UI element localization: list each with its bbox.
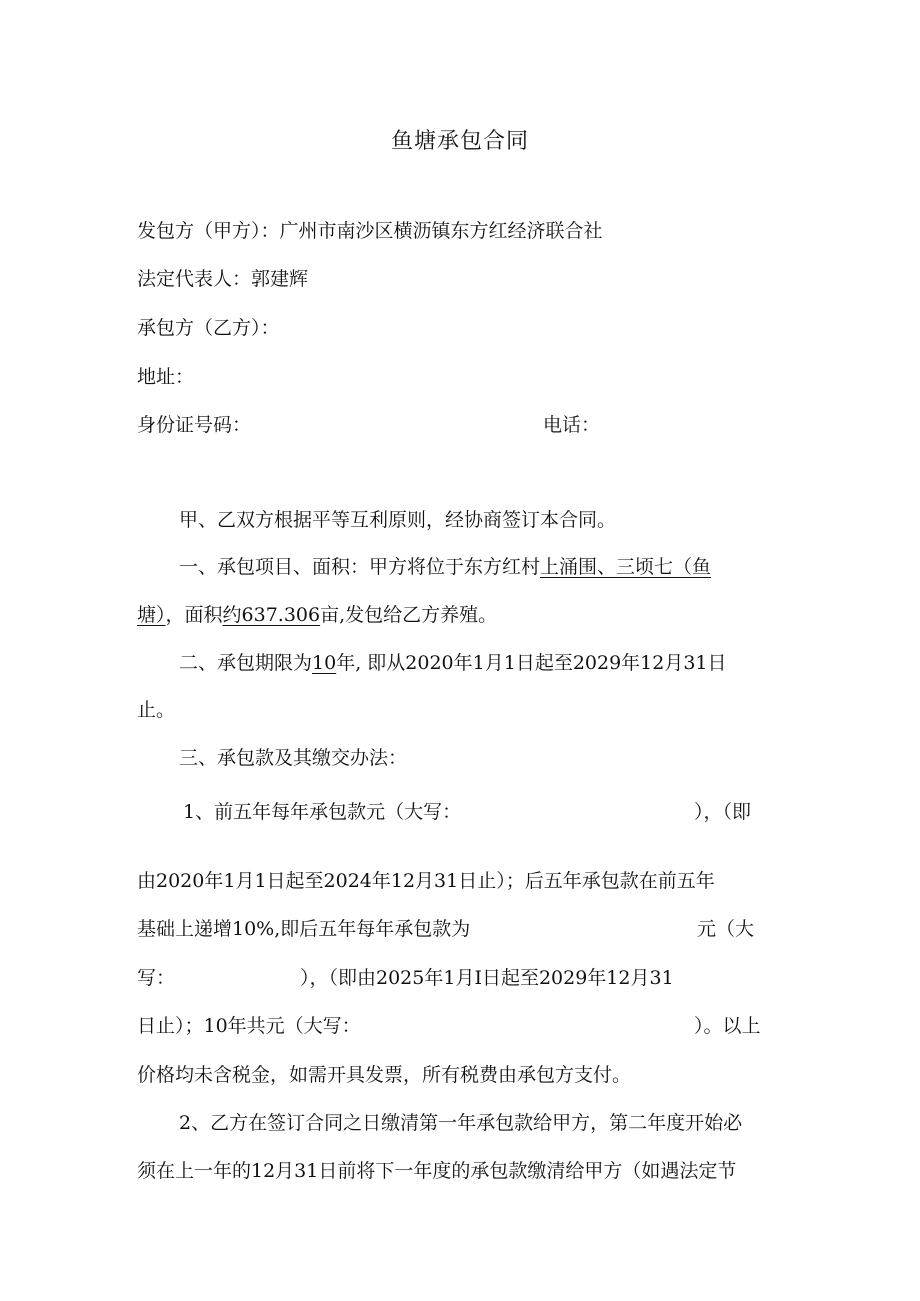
- payment-1-line-4: 写：: [137, 967, 176, 989]
- payment-1-line-1-tail: ），（即: [694, 801, 752, 823]
- party-a-value: 广州市南沙区横沥镇东方红经济联合社: [279, 220, 603, 242]
- party-a-line: [137, 218, 603, 244]
- payment-1-line-3: 基础上递增10%,即后五年每年承包款为: [137, 918, 471, 940]
- intro-paragraph: 甲、乙双方根据平等互利原则，经协商签订本合同。: [179, 509, 617, 531]
- payment-1-line-1: 1、前五年每年承包款元（大写：: [183, 801, 462, 823]
- term-dates: 年, 即从2020年1月1日起至2029年12月31日: [336, 652, 727, 674]
- area-value: 约637.306: [222, 604, 321, 626]
- section-1-text: 一、承包项目、面积：甲方将位于东方红村: [179, 556, 541, 578]
- payment-1-line-4-tail: ），（即由2025年1月I日起至2029年12月31: [300, 967, 674, 989]
- payment-1-line-3-tail: 元（大: [697, 918, 755, 940]
- rep-label: 法定代表人：: [137, 268, 252, 290]
- party-b-label: 承包方（乙方）：: [137, 317, 280, 339]
- section-2-line-2: 止。: [137, 699, 176, 721]
- payment-2-line-2: 须在上一年的12月31日前将下一年度的承包款缴清给甲方（如遇法定节: [137, 1160, 737, 1182]
- id-number-label: 身份证号码：: [137, 414, 252, 436]
- payment-1-line-2: 由2020年1月1日起至2024年12月31日止）；后五年承包款在前五年: [137, 870, 715, 892]
- payment-2-line-1: 2、乙方在签订合同之日缴清第一年承包款给甲方，第二年度开始必: [179, 1112, 743, 1134]
- payment-1-line-5-tail: ）。以上: [694, 1015, 761, 1037]
- section-2-line-1: [179, 650, 727, 676]
- term-label: 二、承包期限为: [179, 652, 313, 674]
- party-a-label: 发包方（甲方）：: [137, 220, 280, 242]
- section-1-tail: 亩,发包给乙方养殖。: [320, 604, 498, 626]
- rep-value: 郭建辉: [251, 268, 309, 290]
- pond-location-cont: 塘）: [137, 604, 166, 626]
- term-years: 10: [312, 652, 337, 674]
- section-3-heading: 三、承包款及其缴交办法：: [179, 747, 408, 769]
- pond-location: 上涌围、三顷七（鱼: [540, 556, 712, 578]
- address-label: 地址：: [137, 366, 195, 388]
- section-1-line-2: [137, 602, 497, 628]
- rep-line: [137, 266, 308, 292]
- payment-1-line-6: 价格均未含税金，如需开具发票，所有税费由承包方支付。: [137, 1064, 632, 1086]
- payment-1-line-5: 日止）；10年共元（大写：: [137, 1015, 361, 1037]
- phone-label: 电话：: [543, 414, 601, 436]
- section-1-line-1: [179, 554, 711, 580]
- area-label: ，面积: [165, 604, 223, 626]
- document-title: 鱼塘承包合同: [390, 129, 529, 154]
